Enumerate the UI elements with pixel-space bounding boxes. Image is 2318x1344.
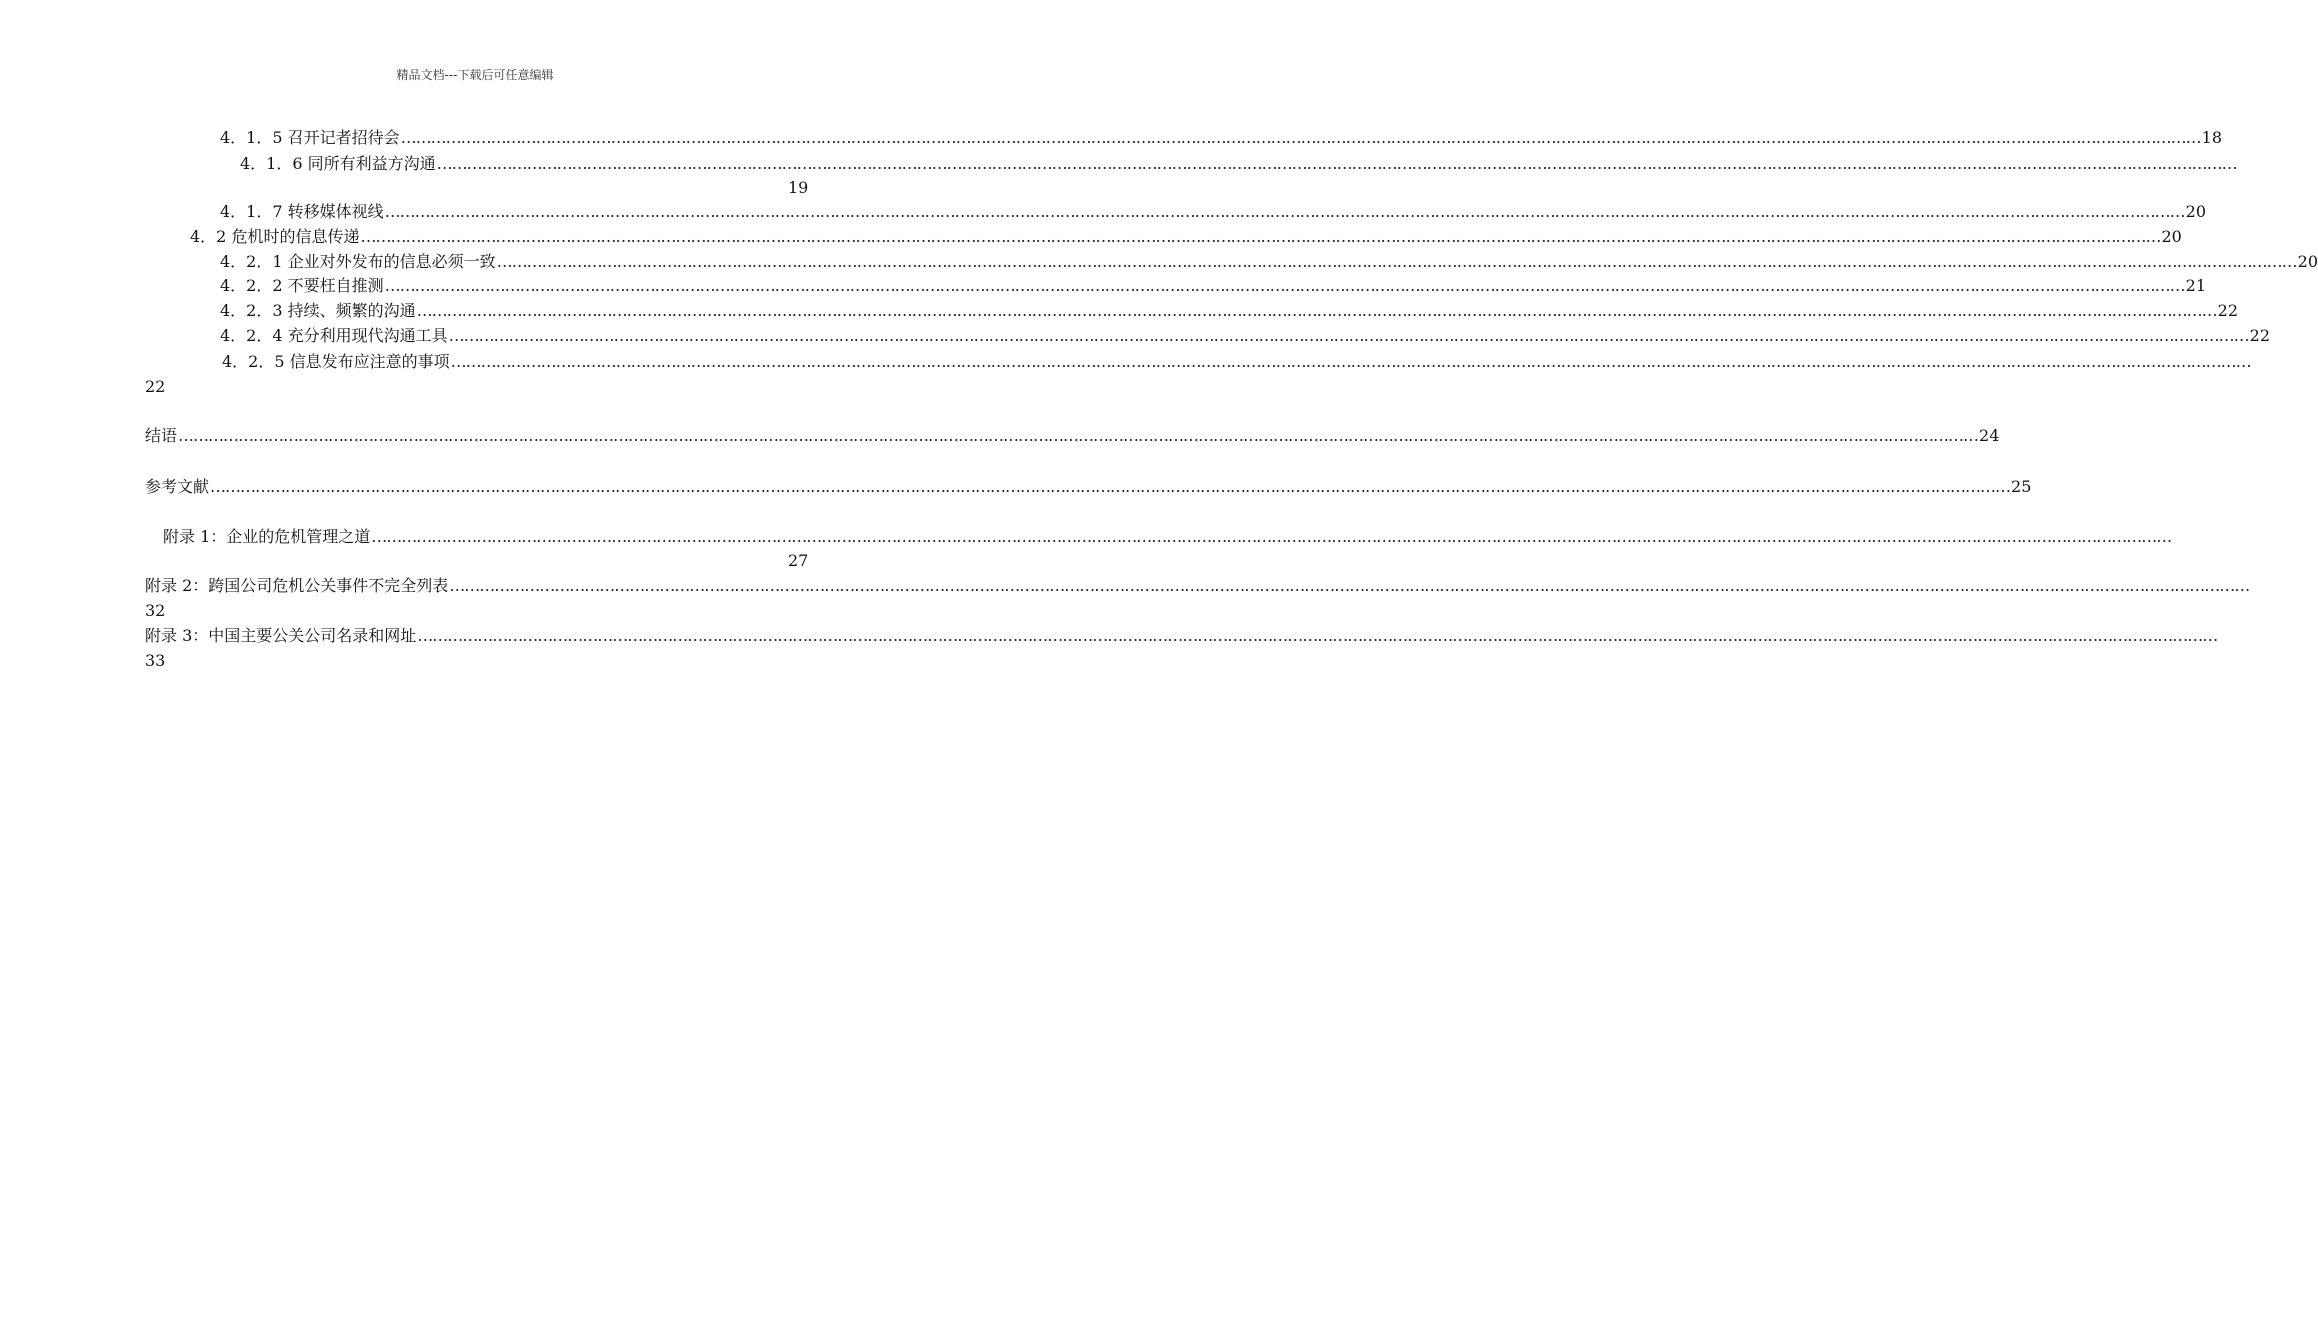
toc-entry[interactable] [190,227,2182,247]
toc-leader-dots: ……………………………………………………………………………………………………………………………………………………………………………………………………………………………………………………………………………………………………………………………… [384,202,2185,221]
toc-entry-label: 4．2 危机时的信息传递 [190,227,360,246]
toc-entry-label: 4．2．3 持续、频繁的沟通 [220,301,416,320]
toc-entry-page: 18 [2201,128,2222,147]
toc-leader-dots: ……………………………………………………………………………………………………………………………………………………………………………………………………………………………………………………………………………………………………………………………… [496,252,2297,271]
toc-entry-page: 22 [145,377,166,396]
toc-entry[interactable] [145,576,2250,596]
toc-leader-dots: ……………………………………………………………………………………………………………………………………………………………………………………………………………………………………………………………………………………………………………………………… [384,276,2185,295]
page-header: 精品文档---下载后可任意编辑 [396,68,554,82]
toc-entry-page: 21 [2185,276,2206,295]
toc-entry-page: 20 [2297,252,2318,271]
toc-entry[interactable] [220,128,2222,148]
toc-leader-dots: ……………………………………………………………………………………………………………………………………………………………………………………………………………………………………………………………………………………………………………………………… [178,426,1979,445]
toc-leader-dots: ……………………………………………………………………………………………………………………………………………………………………………………………………………………………………………………………………………………………………………………………… [448,326,2249,345]
toc-entry[interactable] [222,352,2251,372]
toc-entry-page: 27 [788,551,809,570]
toc-entry[interactable] [145,626,2218,646]
toc-entry[interactable] [145,426,2000,446]
toc-entry-label: 4．1．5 召开记者招待会 [220,128,400,147]
toc-leader-dots: ……………………………………………………………………………………………………………………………………………………………………………………………………………………………………………………………………………………………………………………………… [417,626,2218,645]
toc-entry-label: 参考文献 [145,477,210,496]
toc-entry[interactable] [220,252,2318,272]
toc-entry-page: 22 [2217,301,2238,320]
toc-entry-page: 20 [2161,227,2182,246]
toc-entry[interactable] [220,326,2270,346]
toc-entry-label: 4．2．2 不要枉自推测 [220,276,384,295]
toc-entry-label: 4．2．4 充分利用现代沟通工具 [220,326,448,345]
toc-entry-page: 20 [2185,202,2206,221]
toc-leader-dots: ……………………………………………………………………………………………………………………………………………………………………………………………………………………………………………………………………………………………………………………………… [416,301,2217,320]
toc-entry[interactable] [145,477,2032,497]
toc-leader-dots: ……………………………………………………………………………………………………………………………………………………………………………………………………………………………………………………………………………………………………………………………… [360,227,2161,246]
toc-entry-page: 32 [145,601,166,620]
toc-entry-label: 4．1．6 同所有利益方沟通 [240,154,436,173]
toc-entry-label: 4．2．1 企业对外发布的信息必须一致 [220,252,496,271]
toc-entry[interactable] [220,301,2238,321]
toc-entry-label: 4．2．5 信息发布应注意的事项 [222,352,450,371]
toc-leader-dots: ……………………………………………………………………………………………………………………………………………………………………………………………………………………………………………………………………………………………………………………………… [210,477,2011,496]
toc-entry-label: 附录 1：企业的危机管理之道 [163,527,371,546]
toc-leader-dots: ……………………………………………………………………………………………………………………………………………………………………………………………………………………………………………………………………………………………………………………………… [436,154,2237,173]
toc-entry-label: 结语 [145,426,178,445]
toc-leader-dots: ……………………………………………………………………………………………………………………………………………………………………………………………………………………………………………………………………………………………………………………………… [450,352,2251,371]
toc-entry[interactable] [220,276,2206,296]
toc-entry[interactable] [220,202,2206,222]
toc-leader-dots: ……………………………………………………………………………………………………………………………………………………………………………………………………………………………………………………………………………………………………………………………… [449,576,2250,595]
toc-entry-page: 19 [788,178,809,197]
toc-entry[interactable] [240,154,2237,174]
toc-leader-dots: ……………………………………………………………………………………………………………………………………………………………………………………………………………………………………………………………………………………………………………………………… [371,527,2172,546]
toc-entry-page: 22 [2249,326,2270,345]
toc-entry-label: 附录 2：跨国公司危机公关事件不完全列表 [145,576,449,595]
toc-leader-dots: ……………………………………………………………………………………………………………………………………………………………………………………………………………………………………………………………………………………………………………………………… [400,128,2201,147]
toc-entry-page: 33 [145,651,166,670]
toc-entry-label: 4．1．7 转移媒体视线 [220,202,384,221]
toc-entry-page: 25 [2011,477,2032,496]
toc-entry-label: 附录 3：中国主要公关公司名录和网址 [145,626,417,645]
toc-entry[interactable] [163,527,2172,547]
toc-entry-page: 24 [1979,426,2000,445]
